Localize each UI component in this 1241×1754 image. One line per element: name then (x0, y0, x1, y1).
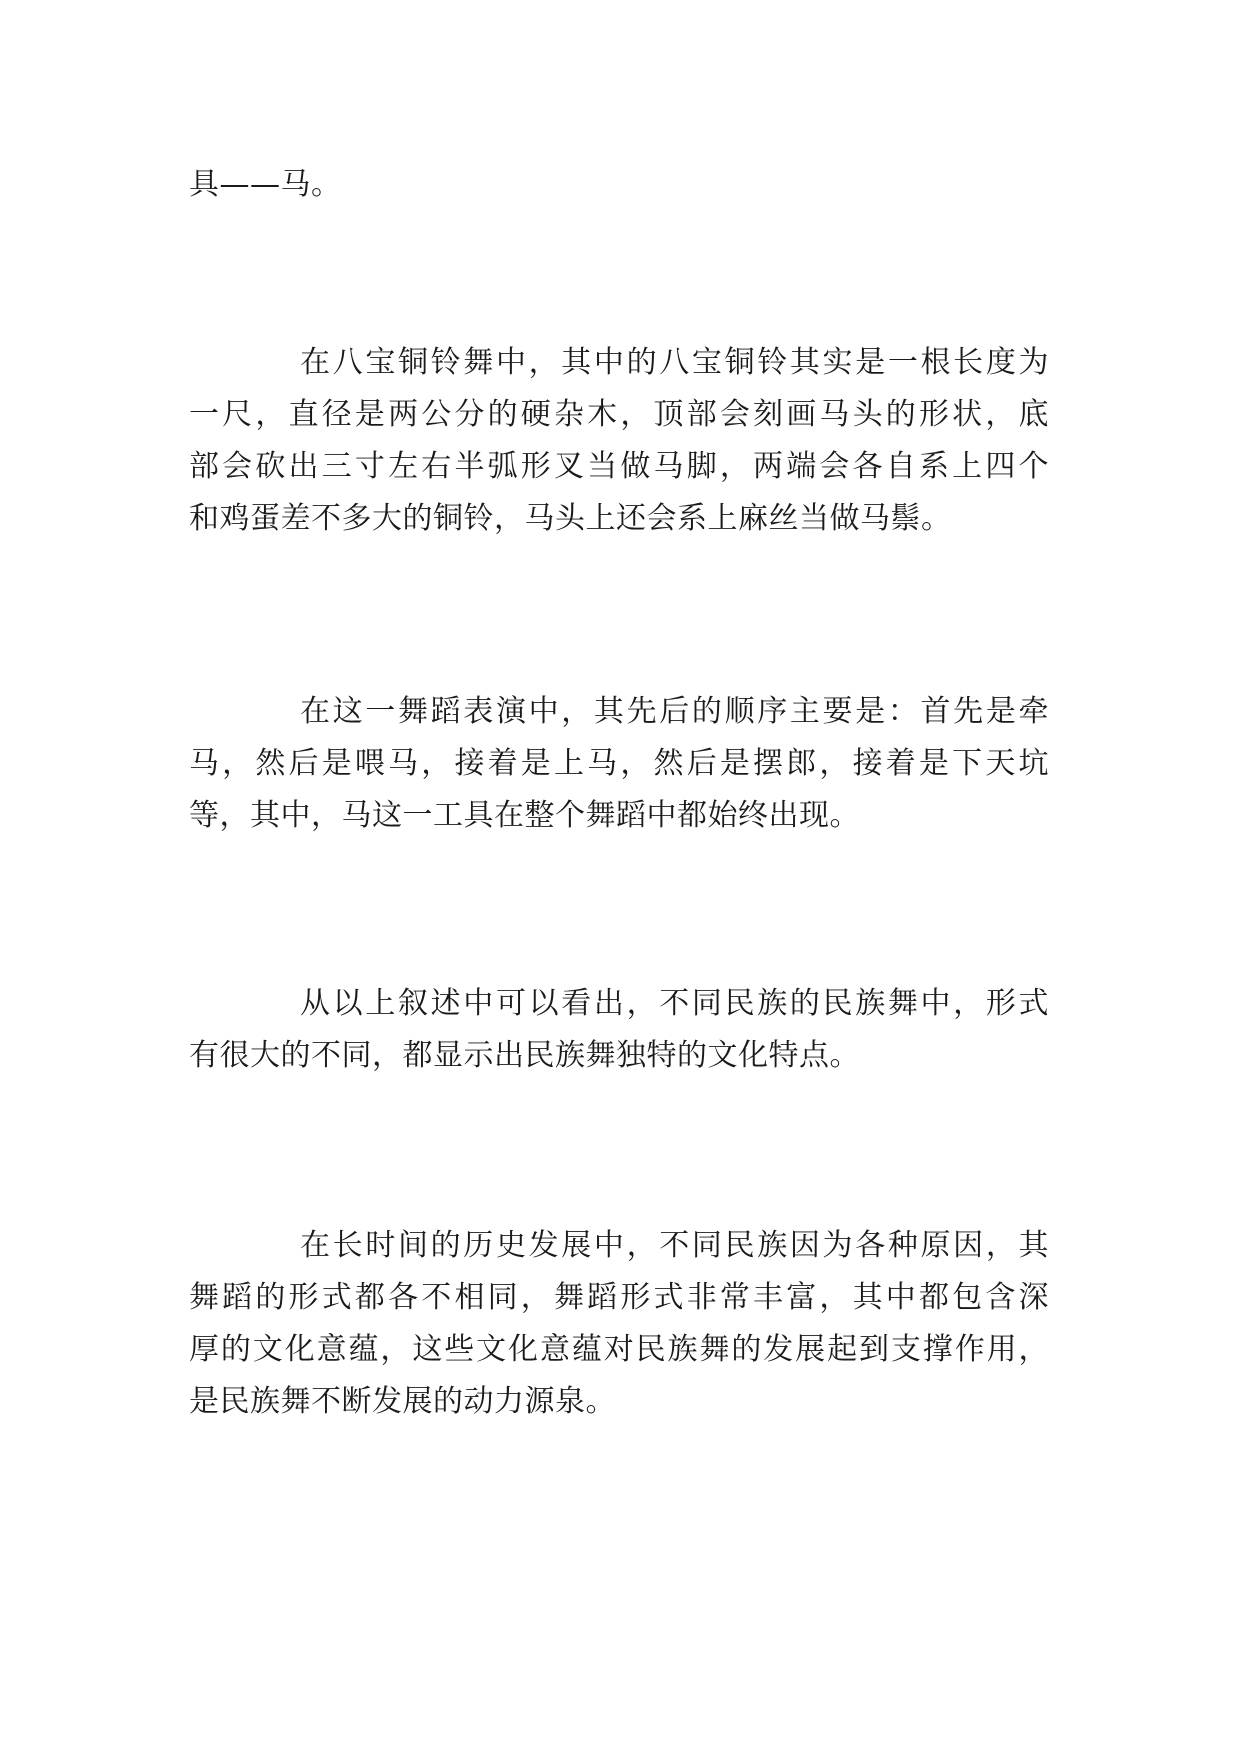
paragraph-summary (189, 978, 1049, 1082)
text-line: 马，然后是喂马，接着是上马，然后是摆郎，接着是下天坑 (189, 746, 1049, 781)
paragraph-continuation (189, 159, 1049, 211)
text-line: 是民族舞不断发展的动力源泉。 (189, 1384, 616, 1419)
text-line: 舞蹈的形式都各不相同，舞蹈形式非常丰富，其中都包含深 (189, 1280, 1049, 1315)
text-line: 从以上叙述中可以看出，不同民族的民族舞中，形式 (300, 986, 1049, 1021)
paragraph-cultural-meaning (189, 1220, 1049, 1428)
text-line: 等，其中，马这一工具在整个舞蹈中都始终出现。 (189, 798, 860, 833)
text-line: 在这一舞蹈表演中，其先后的顺序主要是：首先是牵 (300, 694, 1049, 729)
text-line: 有很大的不同，都显示出民族舞独特的文化特点。 (189, 1038, 860, 1073)
text-line: 厚的文化意蕴，这些文化意蕴对民族舞的发展起到支撑作用， (189, 1332, 1049, 1367)
text-line: 部会砍出三寸左右半弧形叉当做马脚，两端会各自系上四个 (189, 449, 1049, 484)
text-line: 在长时间的历史发展中，不同民族因为各种原因，其 (300, 1228, 1049, 1263)
text-line: 在八宝铜铃舞中，其中的八宝铜铃其实是一根长度为 (300, 345, 1049, 380)
text-line: 和鸡蛋差不多大的铜铃，马头上还会系上麻丝当做马鬃。 (189, 501, 952, 536)
paragraph-performance-sequence (189, 686, 1049, 842)
paragraph-bronze-bell-dance (189, 337, 1049, 545)
text-line: 一尺，直径是两公分的硬杂木，顶部会刻画马头的形状，底 (189, 397, 1049, 432)
text-line: 具——马。 (189, 167, 342, 202)
